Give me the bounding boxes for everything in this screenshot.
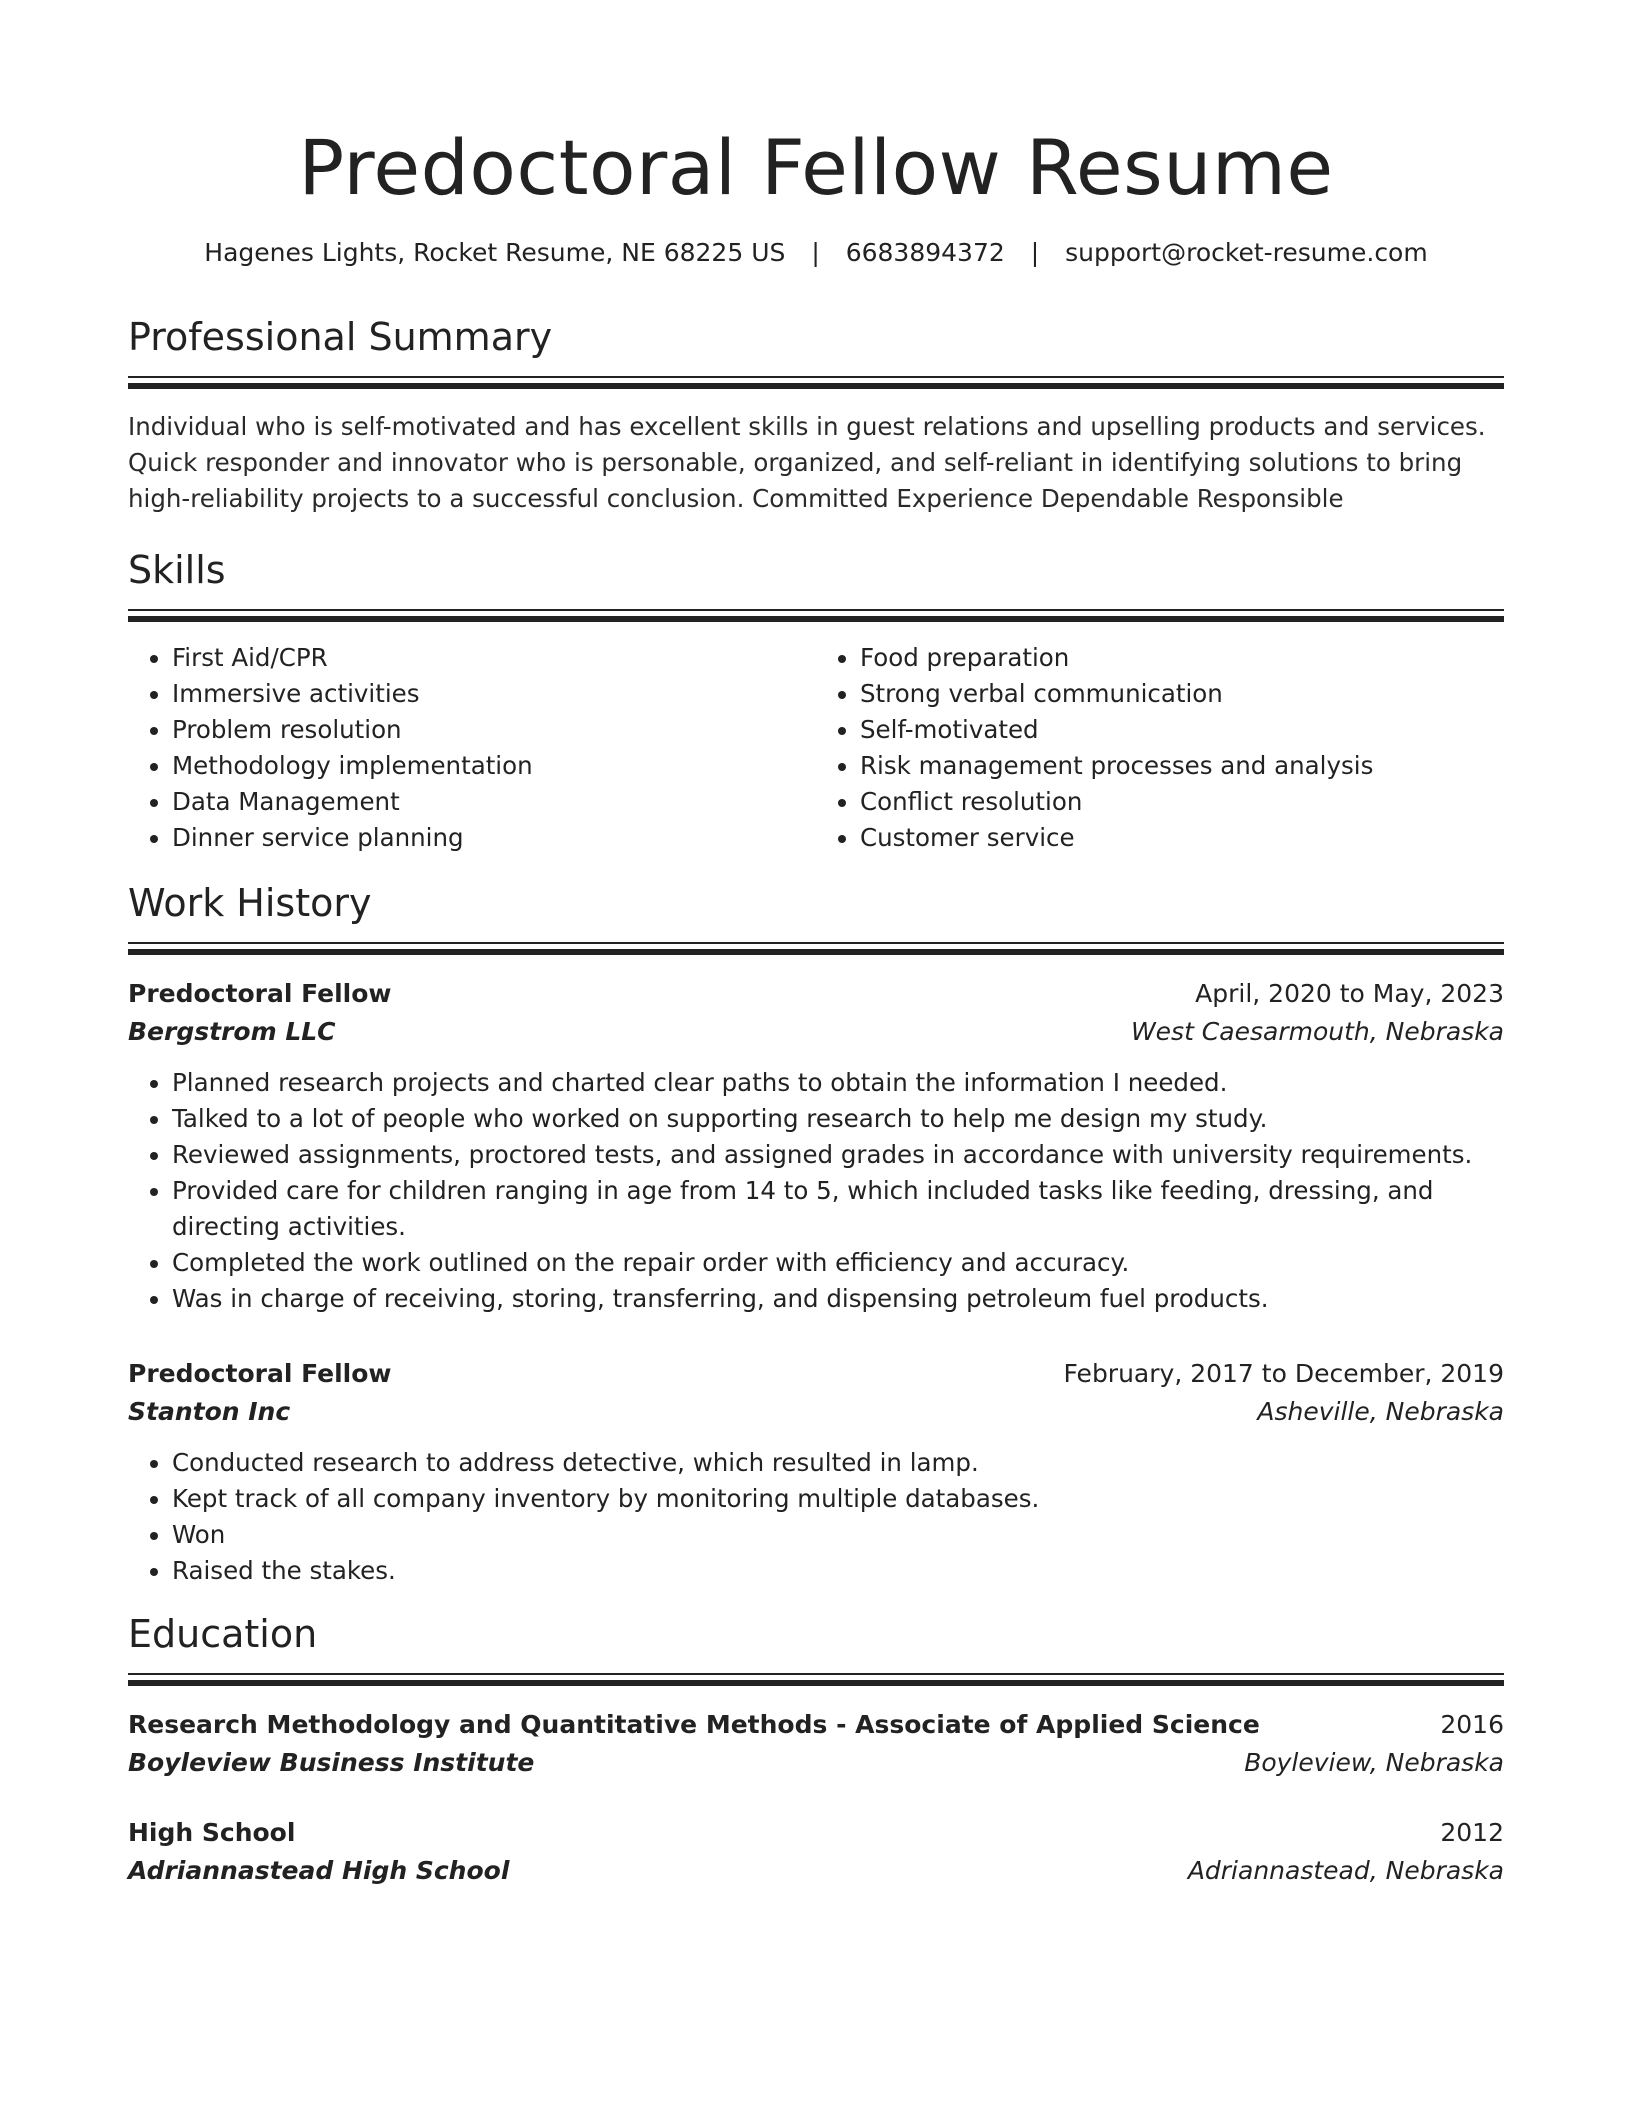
education-entry [128,1706,1504,1782]
job-bullet: • Kept track of all company inventory by monitoring multiple databases. [172,1481,1504,1517]
job-bullet: • Reviewed assignments, proctored tests, and assigned grades in accordance with university requirements. [172,1137,1504,1173]
job-location: West Caesarmouth, Nebraska [1130,1017,1504,1046]
job-entry [128,1355,1504,1589]
education-entry [128,1814,1504,1890]
education-section [128,1609,1504,1890]
job-bullet: • Completed the work outlined on the repair order with efficiency and accuracy. [172,1245,1504,1281]
job-bullet: • Was in charge of receiving, storing, transferring, and dispensing petroleum fuel products. [172,1281,1504,1317]
section-divider [128,609,1504,611]
education-year: 2016 [1440,1710,1504,1739]
education-degree: High School [128,1818,296,1847]
resume-title: Predoctoral Fellow Resume [298,123,1334,212]
skill-item: • Strong verbal communication [860,676,1504,712]
job-bullets [128,1065,1504,1317]
contact-line [128,236,1504,270]
job-bullets [128,1445,1504,1589]
contact-address: Hagenes Lights, Rocket Resume, NE 68225 US [204,238,786,267]
skill-item: • First Aid/CPR [172,640,816,676]
skill-item: • Conflict resolution [860,784,1504,820]
work-history-heading: Work History [128,881,372,925]
section-divider [128,949,1504,955]
skills-list-left [128,640,816,856]
job-entry [128,975,1504,1317]
education-header [128,1814,1504,1852]
skills-list-right [816,640,1504,856]
skills-section [128,545,1504,856]
education-header [128,1706,1504,1744]
summary-heading: Professional Summary [128,315,553,359]
section-divider [128,383,1504,389]
section-divider [128,616,1504,622]
skill-item: • Self-motivated [860,712,1504,748]
skill-item: • Risk management processes and analysis [860,748,1504,784]
education-subheader [128,1852,1504,1890]
education-location: Boyleview, Nebraska [1244,1748,1504,1777]
job-subheader [128,1013,1504,1051]
summary-section [128,312,1504,517]
job-subheader [128,1393,1504,1431]
job-header [128,975,1504,1013]
skills-heading: Skills [128,548,226,592]
skill-item: • Methodology implementation [172,748,816,784]
summary-text: Individual who is self-motivated and has excellent skills in guest relations and upselling products and services. Quick responder and innovator who is personable, organized, and self-reliant in identifying solutions to bring high-reliability projects to a successful conclusion. Committed Experience Dependable Responsible [128,412,1486,513]
work-history-section [128,878,1504,1589]
contact-separator: | [1030,238,1040,267]
skill-item: • Data Management [172,784,816,820]
section-divider [128,942,1504,944]
job-bullet: • Raised the stakes. [172,1553,1504,1589]
education-year: 2012 [1440,1818,1504,1847]
job-company: Stanton Inc [128,1397,291,1426]
education-location: Adriannastead, Nebraska [1187,1856,1504,1885]
education-school: Boyleview Business Institute [128,1748,535,1777]
job-bullet: • Won [172,1517,1504,1553]
job-bullet: • Conducted research to address detective, which resulted in lamp. [172,1445,1504,1481]
skill-item: • Customer service [860,820,1504,856]
job-dates: February, 2017 to December, 2019 [1063,1359,1504,1388]
job-company: Bergstrom LLC [128,1017,336,1046]
section-divider [128,1680,1504,1686]
job-header [128,1355,1504,1393]
job-bullet: • Provided care for children ranging in age from 14 to 5, which included tasks like feeding, dressing, and directing activities. [172,1173,1504,1245]
job-bullet: • Talked to a lot of people who worked on supporting research to help me design my study. [172,1101,1504,1137]
job-dates: April, 2020 to May, 2023 [1195,979,1504,1008]
job-title: Predoctoral Fellow [128,1359,392,1388]
job-bullet: • Planned research projects and charted clear paths to obtain the information I needed. [172,1065,1504,1101]
contact-phone: 6683894372 [845,238,1005,267]
skill-item: • Immersive activities [172,676,816,712]
education-heading: Education [128,1612,318,1656]
skill-item: • Problem resolution [172,712,816,748]
contact-email: support@rocket-resume.com [1065,238,1428,267]
skill-item: • Dinner service planning [172,820,816,856]
education-school: Adriannastead High School [128,1856,510,1885]
education-degree: Research Methodology and Quantitative Methods - Associate of Applied Science [128,1710,1260,1739]
job-location: Asheville, Nebraska [1257,1397,1504,1426]
section-divider [128,1673,1504,1675]
education-subheader [128,1744,1504,1782]
section-divider [128,376,1504,378]
contact-separator: | [811,238,820,267]
job-title: Predoctoral Fellow [128,979,392,1008]
skill-item: • Food preparation [860,640,1504,676]
skills-columns [128,640,1504,856]
